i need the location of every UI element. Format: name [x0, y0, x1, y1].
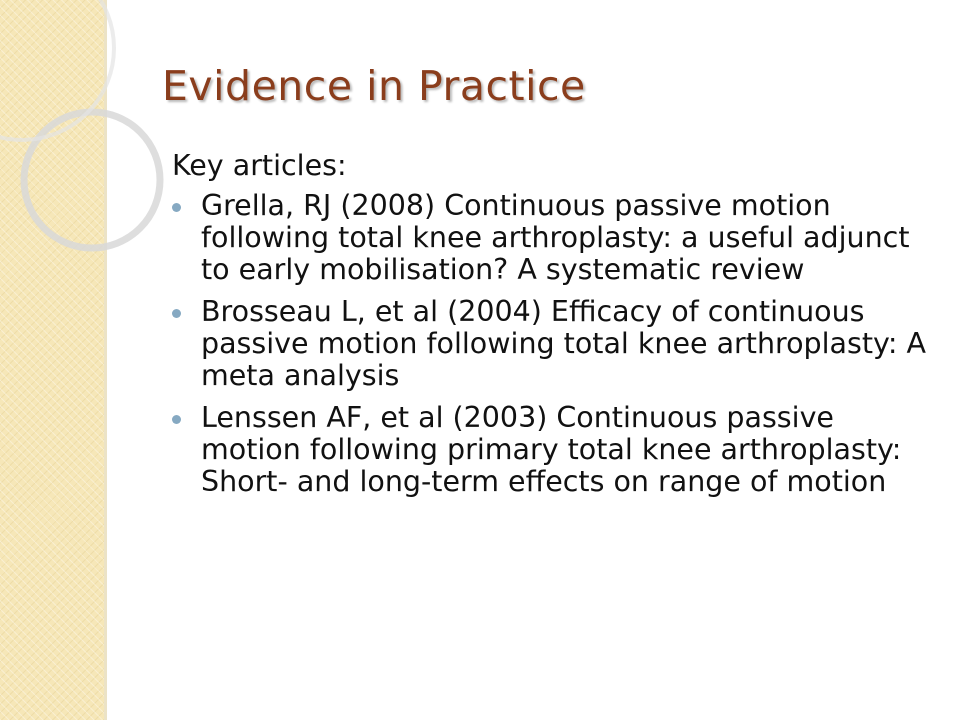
key-articles-heading: Key articles:	[172, 149, 347, 182]
list-item	[172, 190, 942, 286]
list-item	[172, 296, 942, 392]
decorative-rings-icon	[0, 0, 200, 300]
article-list	[172, 190, 942, 498]
list-item	[172, 402, 942, 498]
slide-body	[172, 150, 942, 508]
article-citation: Grella, RJ (2008) Continuous passive motion following total knee arthroplasty: a useful adjunct to early mobilisation? A systematic review	[201, 189, 910, 286]
bullet-icon	[172, 415, 181, 424]
article-citation: Lenssen AF, et al (2003) Continuous passive motion following primary total knee arthroplasty: Short- and long-term effects on range of motion	[201, 401, 902, 498]
article-citation: Brosseau L, et al (2004) Efficacy of continuous passive motion following total knee arthroplasty: A meta analysis	[201, 295, 926, 392]
bullet-icon	[172, 309, 181, 318]
slide-title: Evidence in Practice	[162, 62, 586, 110]
bullet-icon	[172, 203, 181, 212]
